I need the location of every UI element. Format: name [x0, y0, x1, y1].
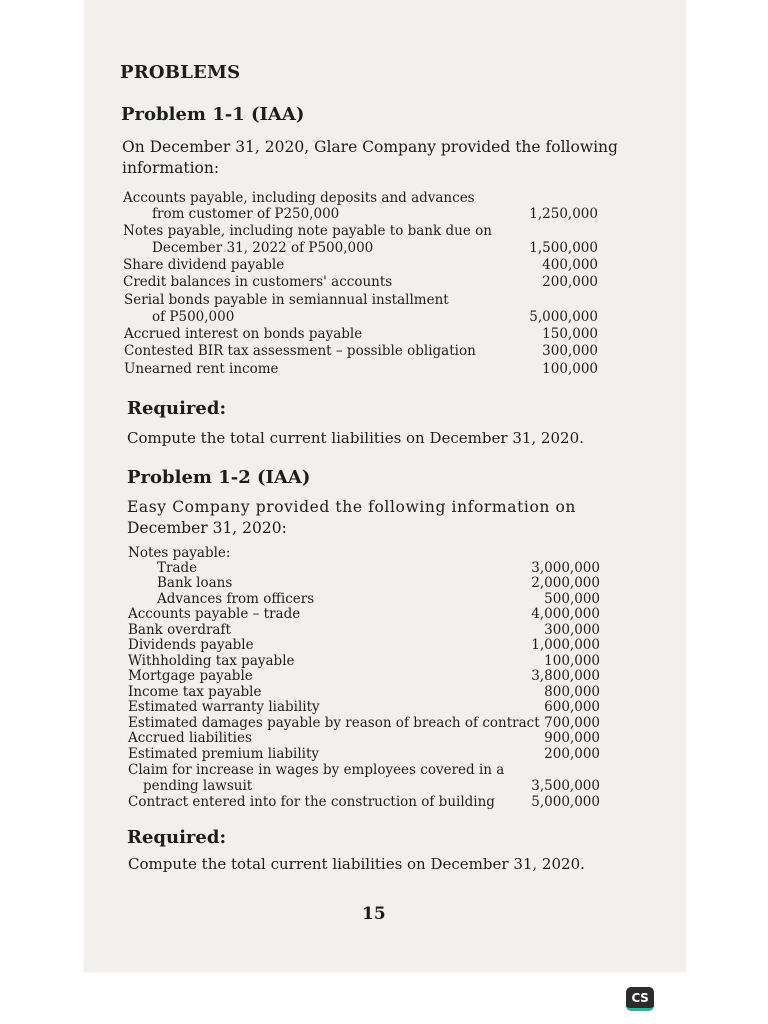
list-item — [0, 623, 768, 639]
item-amount: 150,000 — [542, 326, 598, 342]
item-amount: 2,000,000 — [531, 575, 600, 591]
list-item — [0, 592, 768, 608]
item-label: Accounts payable – trade — [128, 606, 301, 622]
list-item — [0, 326, 768, 342]
item-label: Bank overdraft — [128, 622, 231, 638]
list-item — [0, 685, 768, 701]
item-label: Bank loans — [157, 575, 233, 591]
item-label: Contested BIR tax assessment – possible obligation — [124, 343, 476, 359]
section-heading: PROBLEMS — [120, 62, 241, 83]
item-amount: 500,000 — [544, 591, 600, 607]
item-amount: 100,000 — [542, 361, 598, 377]
problem-2-intro-line-2: December 31, 2020: — [127, 519, 287, 537]
problem-1-title: Problem 1-1 (IAA) — [121, 104, 305, 125]
problem-2-required-heading: Required: — [127, 827, 227, 848]
item-amount: 700,000 — [544, 715, 600, 731]
list-item — [0, 747, 768, 763]
problem-1-required-heading: Required: — [127, 398, 227, 419]
item-label: Estimated damages payable by reason of breach of contract — [128, 715, 540, 731]
item-label: Contract entered into for the construction of building — [128, 794, 495, 810]
list-item — [0, 309, 768, 325]
item-label: Accrued interest on bonds payable — [124, 326, 363, 342]
item-label: December 31, 2022 of P500,000 — [152, 240, 374, 256]
problem-2-intro-line-1: Easy Company provided the following information on — [127, 498, 577, 516]
item-amount: 4,000,000 — [531, 606, 600, 622]
item-label: Estimated premium liability — [128, 746, 320, 762]
list-item — [0, 795, 768, 811]
problem-2-title: Problem 1-2 (IAA) — [127, 467, 311, 488]
list-item — [0, 223, 768, 239]
item-label: Share dividend payable — [123, 257, 285, 273]
item-label: Unearned rent income — [124, 361, 279, 377]
item-label: Dividends payable — [128, 637, 254, 653]
list-item — [0, 292, 768, 308]
item-amount: 100,000 — [544, 653, 600, 669]
item-label: Advances from officers — [157, 591, 315, 607]
item-label: Claim for increase in wages by employees covered in a — [128, 762, 505, 778]
item-amount: 800,000 — [544, 684, 600, 700]
item-label: pending lawsuit — [143, 778, 253, 794]
item-amount: 5,000,000 — [529, 309, 598, 325]
camscanner-logo-icon: CS — [626, 987, 654, 1011]
list-item — [0, 654, 768, 670]
item-label: Accrued liabilities — [128, 730, 252, 746]
item-amount: 400,000 — [542, 257, 598, 273]
list-item — [0, 779, 768, 795]
item-amount: 3,800,000 — [531, 668, 600, 684]
item-amount: 5,000,000 — [531, 794, 600, 810]
list-item — [0, 576, 768, 592]
item-amount: 3,500,000 — [531, 778, 600, 794]
list-item — [0, 274, 768, 290]
item-label: of P500,000 — [152, 309, 235, 325]
item-label: from customer of P250,000 — [152, 206, 340, 222]
item-label: Notes payable, including note payable to bank due on — [123, 223, 492, 239]
item-amount: 1,500,000 — [529, 240, 598, 256]
list-item — [0, 190, 768, 206]
item-amount: 200,000 — [544, 746, 600, 762]
list-item — [0, 206, 768, 222]
item-label: Withholding tax payable — [128, 653, 295, 669]
item-amount: 600,000 — [544, 699, 600, 715]
list-item — [0, 716, 768, 732]
item-amount: 1,000,000 — [531, 637, 600, 653]
item-label: Credit balances in customers' accounts — [123, 274, 393, 290]
item-label: Trade — [157, 560, 198, 576]
item-amount: 3,000,000 — [531, 560, 600, 576]
problem-1-intro-line-1: On December 31, 2020, Glare Company provided the following — [122, 138, 618, 156]
problem-1-instruction: Compute the total current liabilities on December 31, 2020. — [127, 429, 584, 447]
list-item — [0, 240, 768, 256]
item-label: Serial bonds payable in semiannual installment — [124, 292, 449, 308]
list-item — [0, 343, 768, 359]
problem-2-instruction: Compute the total current liabilities on December 31, 2020. — [128, 855, 585, 873]
item-label: Estimated warranty liability — [128, 699, 320, 715]
item-amount: 900,000 — [544, 730, 600, 746]
item-label: Accounts payable, including deposits and advances — [123, 190, 475, 206]
item-label: Notes payable: — [128, 545, 231, 561]
item-amount: 1,250,000 — [529, 206, 598, 222]
list-item — [0, 763, 768, 779]
list-item — [0, 731, 768, 747]
list-item — [0, 361, 768, 377]
list-item — [0, 607, 768, 623]
item-amount: 300,000 — [544, 622, 600, 638]
list-item — [0, 700, 768, 716]
list-item — [0, 638, 768, 654]
list-item — [0, 561, 768, 577]
page-number: 15 — [362, 904, 386, 924]
list-item — [0, 546, 768, 562]
list-item — [0, 669, 768, 685]
item-label: Income tax payable — [128, 684, 262, 700]
item-amount: 200,000 — [542, 274, 598, 290]
list-item — [0, 257, 768, 273]
item-amount: 300,000 — [542, 343, 598, 359]
problem-1-intro-line-2: information: — [122, 159, 220, 177]
item-label: Mortgage payable — [128, 668, 253, 684]
